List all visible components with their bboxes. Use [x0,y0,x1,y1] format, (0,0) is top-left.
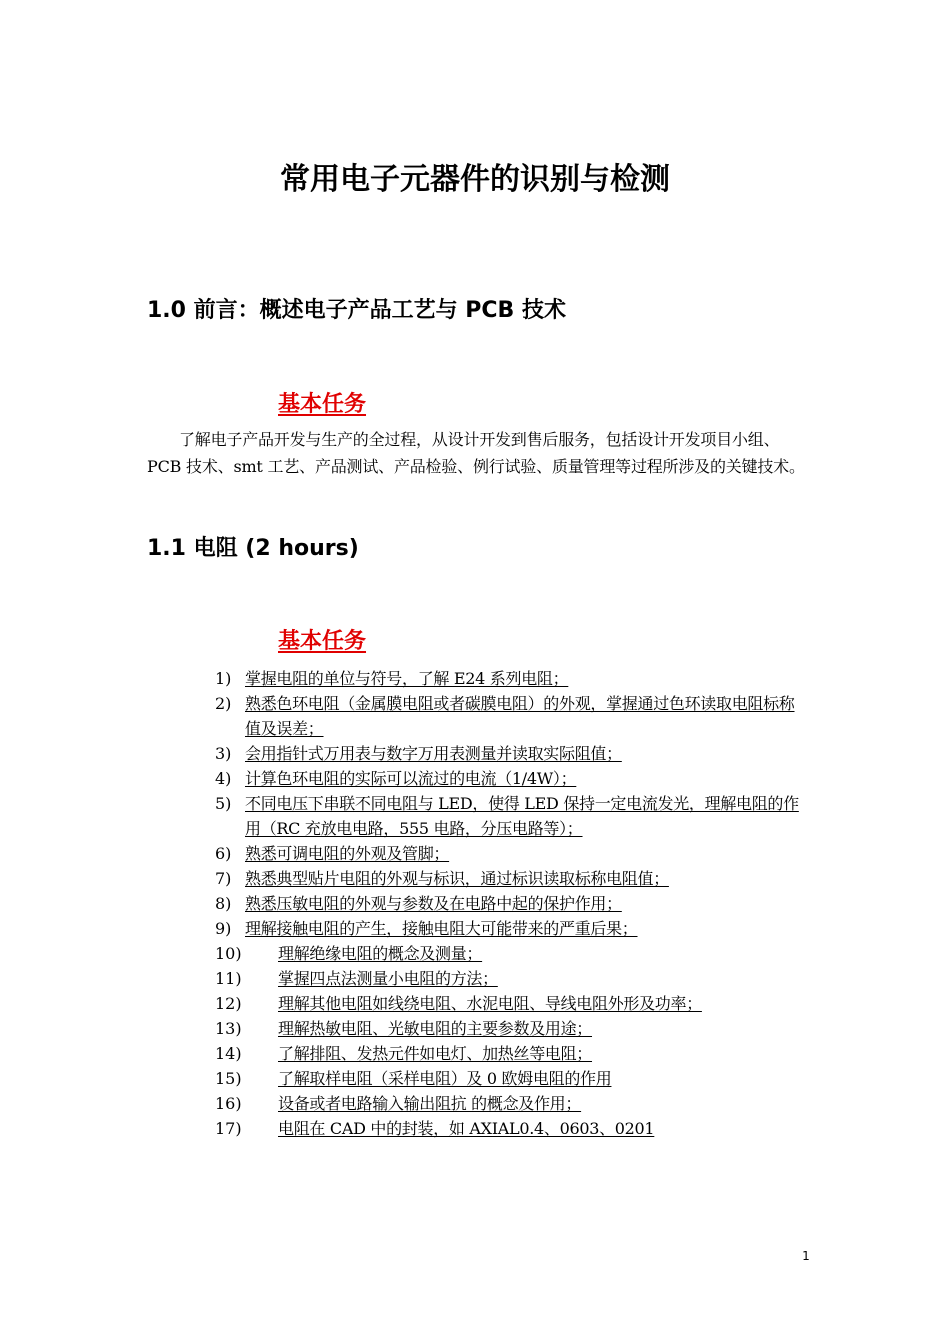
list-item-number: 2) [215,694,232,713]
section-heading-resistor: 1.1 电阻 (2 hours) [147,536,359,561]
list-item-text: 理解热敏电阻、光敏电阻的主要参数及用途； [278,1019,593,1038]
list-item-text: 熟悉色环电阻（金属膜电阻或者碳膜电阻）的外观，掌握通过色环读取电阻标称值及误差； [245,694,795,738]
list-item-text: 了解取样电阻（采样电阻）及 0 欧姆电阻的作用 [278,1069,612,1088]
list-item-text: 理解其他电阻如线绕电阻、水泥电阻、导线电阻外形及功率； [278,994,702,1013]
list-item [0,1016,950,1041]
list-item [0,1066,950,1091]
list-item-number: 12) [215,994,242,1013]
list-item [0,741,950,766]
resistor-task-list [0,666,950,1141]
list-item-text: 会用指针式万用表与数字万用表测量并读取实际阻值； [245,744,622,763]
list-item-text: 熟悉压敏电阻的外观与参数及在电路中起的保护作用； [245,894,622,913]
list-item-number: 8) [215,894,232,913]
list-item-text: 了解排阻、发热元件如电灯、加热丝等电阻； [278,1044,593,1063]
list-item-text: 理解接触电阻的产生，接触电阻大可能带来的严重后果； [245,919,638,938]
list-item-number: 7) [215,869,232,888]
page-number: 1 [802,1249,810,1263]
list-item-number: 15) [215,1069,242,1088]
task-heading-resistor: 基本任务 [278,629,367,654]
list-item-text: 计算色环电阻的实际可以流过的电流（1/4W）； [245,769,577,788]
list-item-number: 16) [215,1094,242,1113]
list-item-text: 熟悉典型贴片电阻的外观与标识，通过标识读取标称电阻值； [245,869,669,888]
list-item [0,791,950,841]
list-item-text: 掌握电阻的单位与符号，了解 E24 系列电阻； [245,669,569,688]
list-item-text: 熟悉可调电阻的外观及管脚； [245,844,450,863]
list-item-number: 10) [215,944,242,963]
task-heading-preface: 基本任务 [278,392,367,417]
list-item [0,691,950,741]
list-item [0,991,950,1016]
list-item-number: 3) [215,744,232,763]
list-item [0,866,950,891]
list-item-number: 17) [215,1119,242,1138]
list-item-number: 11) [215,969,242,988]
list-item [0,1041,950,1066]
list-item-text: 掌握四点法测量小电阻的方法； [278,969,498,988]
list-item-number: 9) [215,919,232,938]
list-item-number: 1) [215,669,232,688]
list-item [0,941,950,966]
list-item-number: 4) [215,769,232,788]
list-item [0,766,950,791]
list-item [0,891,950,916]
list-item [0,966,950,991]
list-item [0,1091,950,1116]
preface-paragraph: 了解电子产品开发与生产的全过程，从设计开发到售后服务，包括设计开发项目小组、PCB 技术、smt 工艺、产品测试、产品检验、例行试验、质量管理等过程所涉及的关键技术。 [147,430,805,476]
list-item [0,916,950,941]
list-item-text: 理解绝缘电阻的概念及测量； [278,944,483,963]
list-item-number: 5) [215,794,232,813]
list-item-number: 14) [215,1044,242,1063]
list-item [0,841,950,866]
list-item [0,666,950,691]
list-item-number: 6) [215,844,232,863]
list-item-text: 电阻在 CAD 中的封装，如 AXIAL0.4、0603、0201 [278,1119,655,1138]
document-title: 常用电子元器件的识别与检测 [280,162,670,197]
list-item-number: 13) [215,1019,242,1038]
list-item [0,1116,950,1141]
list-item-text: 不同电压下串联不同电阻与 LED，使得 LED 保持一定电流发光，理解电阻的作用（RC 充放电电路，555 电路，分压电路等）； [245,794,799,838]
list-item-text: 设备或者电路输入输出阻抗 的概念及作用； [278,1094,582,1113]
section-heading-preface: 1.0 前言：概述电子产品工艺与 PCB 技术 [147,298,566,323]
